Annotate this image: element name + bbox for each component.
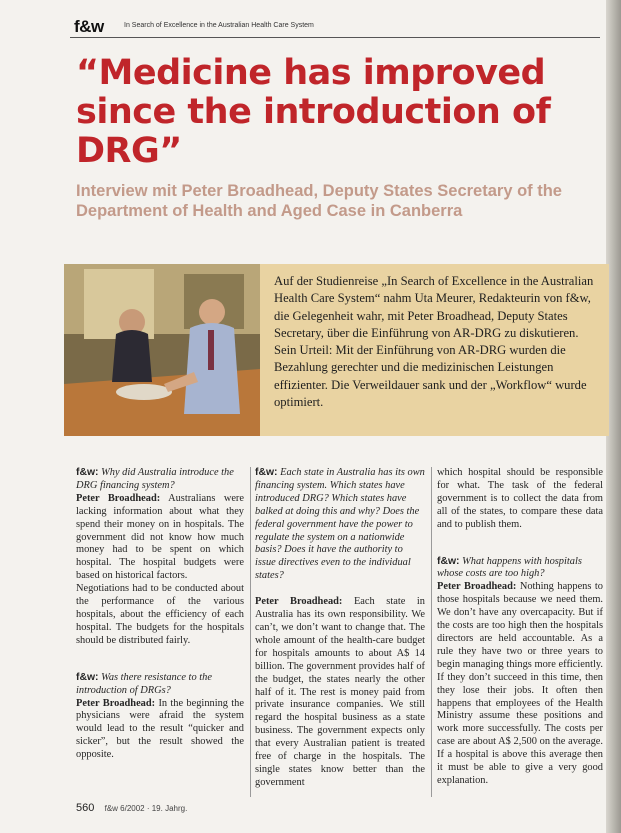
page-headline: “Medicine has improved since the introduction of DRG” [76,53,551,171]
question: f&w: What happens with hospitals whose costs are too high? [437,555,582,580]
article-column-1 [76,467,244,762]
question: f&w: Why did Australia introduce the DRG financing system? [76,467,234,491]
column-divider [431,467,432,797]
magazine-logo: f&w [74,17,104,36]
answer: Peter Broadhead: In the beginning the physicians were afraid the system would lead to the result “quicker and sicker”, but the result showed the opposite. [76,697,244,761]
answer-continued: which hospital should be responsible for what. The task of the federal government is to collect the data from all of the states, to compare these data and to publish them. [437,467,603,530]
answer: Peter Broadhead: Australians were lacking information about what they spend their money on in hospitals. The government did not know how much money had to be spent on which hospital. The hospital budgets were based on historical factors. [76,492,245,582]
column-divider [250,467,251,797]
issue-info: f&w 6/2002 · 19. Jahrg. [104,804,188,813]
question: f&w: Was there resistance to the introduction of DRGs? [76,671,212,696]
answer: Peter Broadhead: Nothing happens to those hospitals because we need them. We don’t have any overcapacity. But if the costs are too high then the hospitals directors are held accountable. As a rule they have two or three years to begin managing things more efficiently. If they don’t succeed in this time, then they lose their jobs. It often then happens that employees of the Health Ministry assume these positions and work more successfully. The costs per case are about A$ 2,500 on the average. If a hospital is above this average then it must be able to give a very good explanation. [437,581,604,786]
page-subtitle: Interview mit Peter Broadhead, Deputy States Secretary of the Department of Health and Aged Case in Canberra [76,182,562,220]
interview-photo [64,264,260,436]
interview-photo-illustration [64,264,260,436]
page-footer [76,802,187,814]
intro-text: Auf der Studienreise „In Search of Excellence in the Australian Health Care System“ nahm Uta Meurer, Redakteurin von f&w, die Gelegenheit wahr, mit Peter Broadhead, Deputy States Secretary, über die Einführung von AR-DRG zu diskutieren. Sein Urteil: Mit der Einführung von AR-DRG wurden die Bezahlung gerechter und die medizinischen Leistungen effizienter. Die Verweildauer sank und der „Workflow“ wurde optimiert. [274,274,594,410]
header-rule [70,37,600,38]
page-number: 560 [76,802,95,814]
running-title: In Search of Excellence in the Australian Health Care System [124,22,314,29]
article-column-2 [255,467,425,790]
article-column-3 [437,467,603,788]
answer: Peter Broadhead: Each state in Australia has its own responsibility. We can’t, we don’t want to change that. The whole amount of the health-care budget for hospitals amounts to about A$ 14 billion. The government provides half of the budget, the states nearly the other half of it. The rest is money paid from private insurance companies. We still regard the hospital business as a state business. The government expects only that every Australian patient is treated free of charge in the hospitals. The single states know better than the government [255,596,426,788]
answer-continued: Negotiations had to be conducted about the performance of the various hospitals, about the efficiency of each hospital. The budgets for the hospitals should be distributed fairly. [76,583,244,646]
question: f&w: Each state in Australia has its own financing system. Which states have introduced DRG? Which states have balked at doing this and why? Does the federal government have the power to regulate the system on a nationwide basis? Does it have the authority to issue directives even to the individual states? [255,467,425,582]
